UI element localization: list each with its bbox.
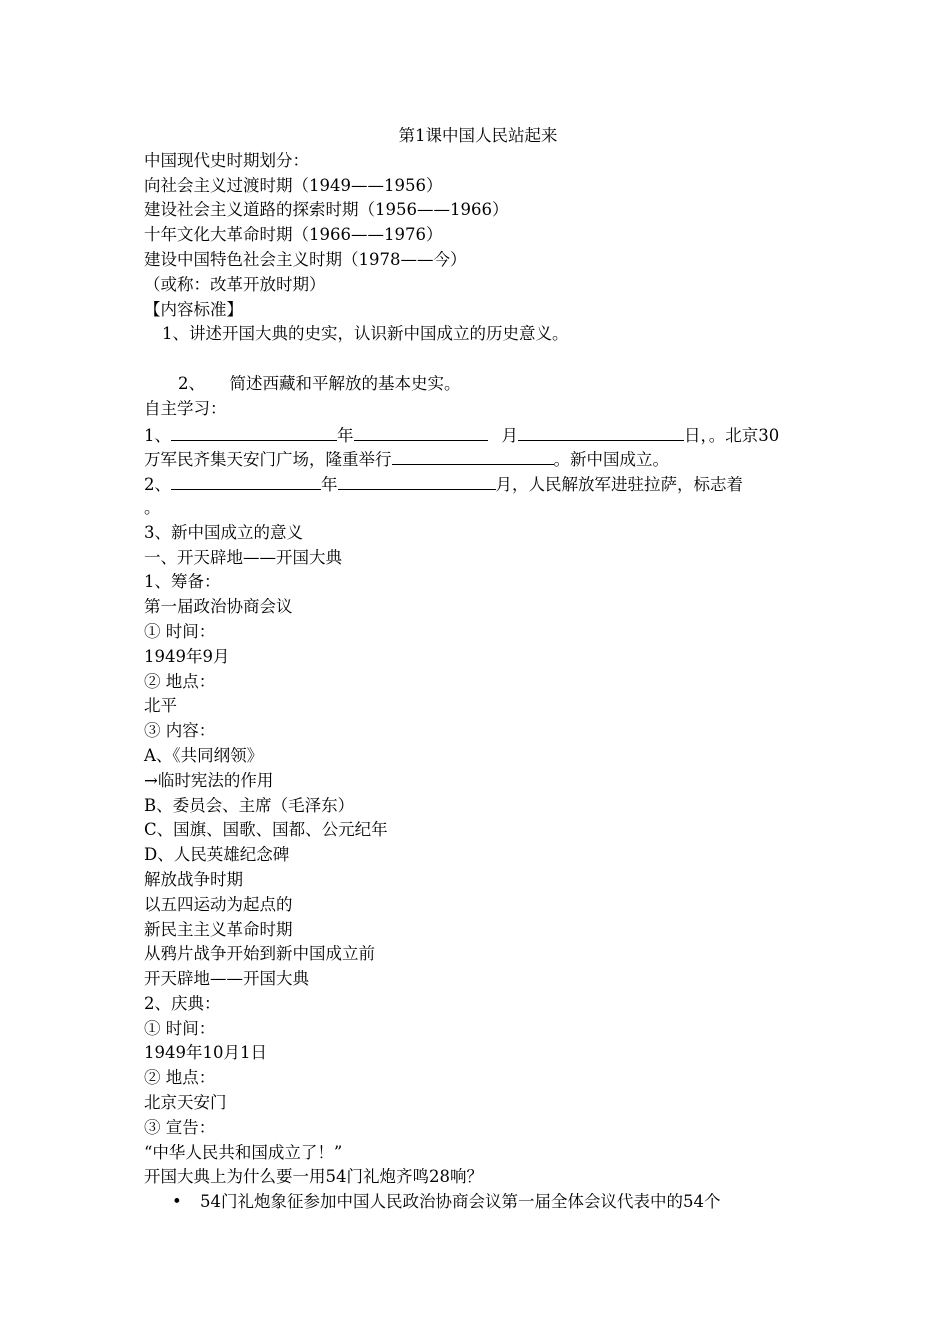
standard-item-1: 1、讲述开国大典的史实，认识新中国成立的历史意义。 (162, 324, 569, 344)
question-1-line-2-head: 万军民齐集天安门广场，隆重举行 (144, 450, 392, 470)
question-3: 3、新中国成立的意义 (144, 522, 303, 542)
document-body (144, 124, 812, 1215)
period-item: 建设社会主义道路的探索时期（1956——1966） (144, 200, 509, 220)
question-1-line-1 (144, 422, 812, 447)
section-line: “中华人民共和国成立了！” (144, 1142, 343, 1162)
standards-heading: 【内容标准】 (144, 299, 243, 319)
standard-item-2 (144, 372, 812, 397)
blank-field[interactable] (338, 471, 496, 490)
question-2-tail: 月，人民解放军进驻拉萨，标志着 (495, 475, 743, 495)
section-line: 以五四运动为起点的 (144, 894, 293, 914)
section-line: 开天辟地——开国大典 (144, 969, 309, 989)
section-line: ③ 宣告： (144, 1117, 216, 1137)
period-item: 十年文化大革命时期（1966——1976） (144, 225, 443, 245)
section-line: 北平 (144, 696, 177, 716)
period-item: 建设中国特色社会主义时期（1978——今） (144, 249, 467, 269)
bullet-item (144, 1190, 812, 1215)
question-2-year: 年 (321, 475, 338, 495)
section-line: 1949年9月 (144, 646, 230, 666)
section-line: 1、筹备： (144, 572, 221, 592)
section-line: 2、庆典： (144, 993, 221, 1013)
period-item: 向社会主义过渡时期（1949——1956） (144, 175, 443, 195)
section-line: ② 地点： (144, 671, 216, 691)
periods-heading: 中国现代史时期划分： (144, 150, 309, 170)
section-line: B、委员会、主席（毛泽东） (144, 795, 355, 815)
section-line: 第一届政治协商会议 (144, 597, 293, 617)
section-line: C、国旗、国歌、国都、公元纪年 (144, 820, 388, 840)
question-1-line-2-tail: 。新中国成立。 (553, 450, 669, 470)
period-note: （或称：改革开放时期） (144, 274, 326, 294)
standard-item-2-number: 2、 (178, 373, 205, 393)
question-1-day-tail: 日，。北京30 (684, 425, 780, 445)
question-1-month: 月 (501, 425, 518, 445)
section-line: ① 时间： (144, 1018, 216, 1038)
question-2-line-1 (144, 471, 812, 496)
section-line: 从鸦片战争开始到新中国成立前 (144, 944, 375, 964)
section-line: 开国大典上为什么要一用54门礼炮齐鸣28响？ (144, 1167, 483, 1187)
question-1-year: 年 (337, 425, 354, 445)
section-1-heading: 一、开天辟地——开国大典 (144, 547, 342, 567)
standard-item-2-text: 简述西藏和平解放的基本史实。 (229, 373, 461, 393)
blank-field[interactable] (392, 446, 554, 465)
section-line: ③ 内容： (144, 721, 216, 741)
section-line: 1949年10月1日 (144, 1043, 267, 1063)
section-line: ② 地点： (144, 1068, 216, 1088)
section-line: 解放战争时期 (144, 869, 243, 889)
question-2-line-2: 。 (144, 497, 161, 517)
spacer (144, 347, 812, 372)
self-study-heading: 自主学习： (144, 398, 227, 418)
question-2-number: 2、 (144, 475, 171, 495)
blank-field[interactable] (171, 422, 337, 441)
document-title: 第1课中国人民站起来 (398, 126, 558, 145)
blank-field[interactable] (171, 471, 321, 490)
section-line: ① 时间： (144, 621, 216, 641)
section-line: A、《共同纲领》 (144, 745, 264, 765)
bullet-icon: • (172, 1192, 182, 1212)
section-line: 北京天安门 (144, 1093, 227, 1113)
section-line: D、人民英雄纪念碑 (144, 845, 290, 865)
blank-field[interactable] (354, 422, 488, 441)
blank-field[interactable] (518, 422, 684, 441)
question-1-line-2 (144, 446, 812, 471)
bullet-text: 54门礼炮象征参加中国人民政治协商会议第一届全体会议代表中的54个 (200, 1192, 721, 1212)
section-line: →临时宪法的作用 (144, 770, 274, 790)
section-line: 新民主主义革命时期 (144, 919, 293, 939)
question-1-number: 1、 (144, 425, 171, 445)
